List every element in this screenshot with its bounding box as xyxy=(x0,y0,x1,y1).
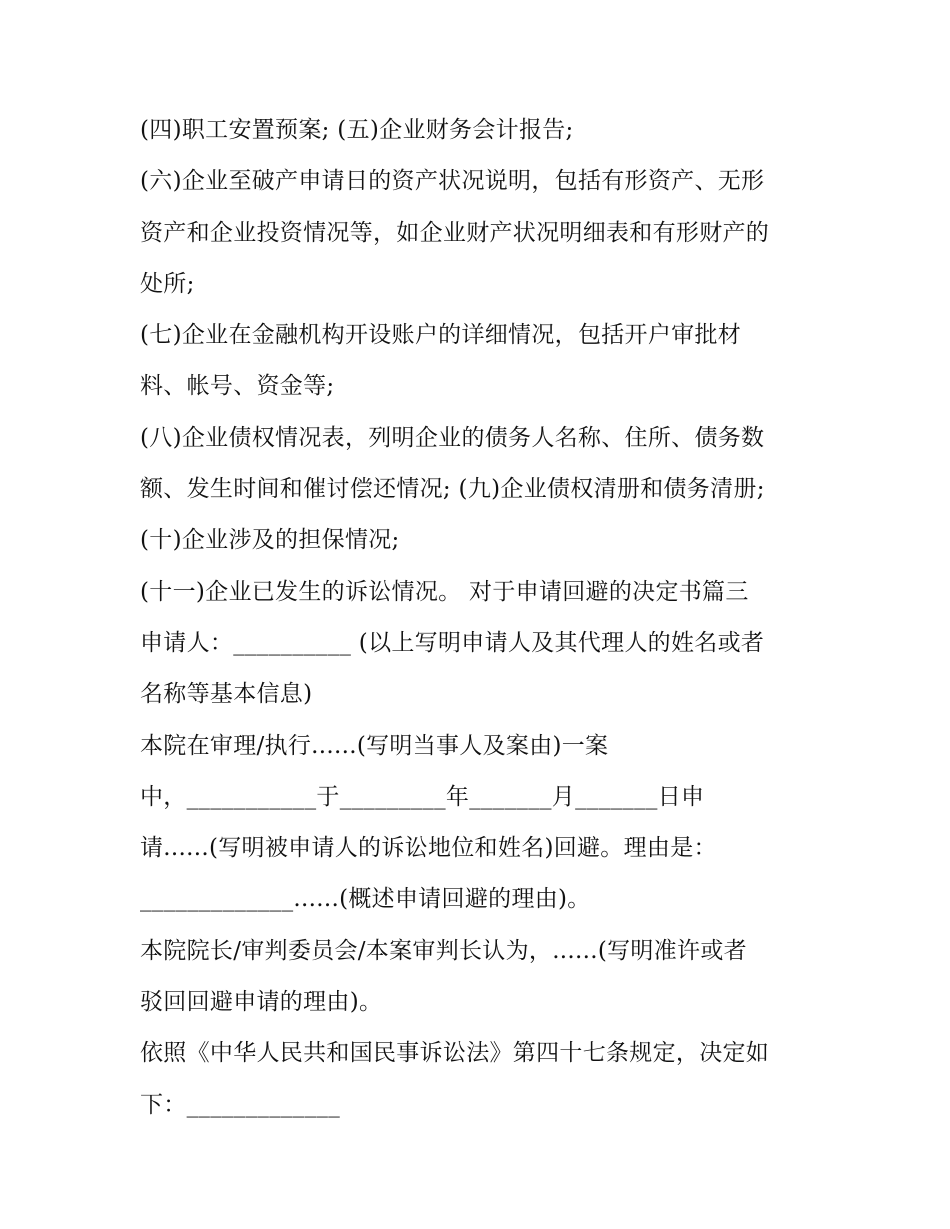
text-line: (七)企业在金融机构开设账户的详细情况，包括开户审批材 xyxy=(140,322,742,349)
text-line: 名称等基本信息) xyxy=(140,681,313,708)
text-line: (十一)企业已发生的诉讼情况。 对于申请回避的决定书篇三 xyxy=(140,578,749,605)
text-line: 资产和企业投资情况等，如企业财产状况明细表和有形财产的 xyxy=(140,219,770,246)
document-body xyxy=(140,108,830,1134)
text-line: 处所; xyxy=(140,270,195,297)
text-line: (八)企业债权情况表，列明企业的债务人名称、住所、债务数 xyxy=(140,424,765,451)
text-line: 驳回回避申请的理由)。 xyxy=(140,989,383,1016)
text-line: 额、发生时间和催讨偿还情况; (九)企业债权清册和债务清册; xyxy=(140,476,765,503)
text-line: 依照《中华人民共和国民事诉讼法》第四十七条规定，决定如 xyxy=(140,1040,770,1067)
text-line: (六)企业至破产申请日的资产状况说明，包括有形资产、无形 xyxy=(140,168,765,195)
text-line: _____________......(概述申请回避的理由)。 xyxy=(140,886,591,913)
text-line: 料、帐号、资金等; xyxy=(140,373,335,400)
text-line: 中，___________于_________年_______月_______日申 xyxy=(140,783,705,810)
text-line: (十)企业涉及的担保情况; xyxy=(140,527,400,554)
text-line: (四)职工安置预案; (五)企业财务会计报告; xyxy=(140,117,574,143)
text-line: 本院院长/审判委员会/本案审判长认为，......(写明准许或者 xyxy=(140,937,747,964)
text-line: 下：_____________ xyxy=(140,1091,340,1118)
text-line: 申请人：__________ (以上写明申请人及其代理人的姓名或者 xyxy=(140,629,765,656)
text-line: 本院在审理/执行......(写明当事人及案由)一案 xyxy=(140,732,609,759)
text-line: 请......(写明被申请人的诉讼地位和姓名)回避。理由是： xyxy=(140,835,717,862)
